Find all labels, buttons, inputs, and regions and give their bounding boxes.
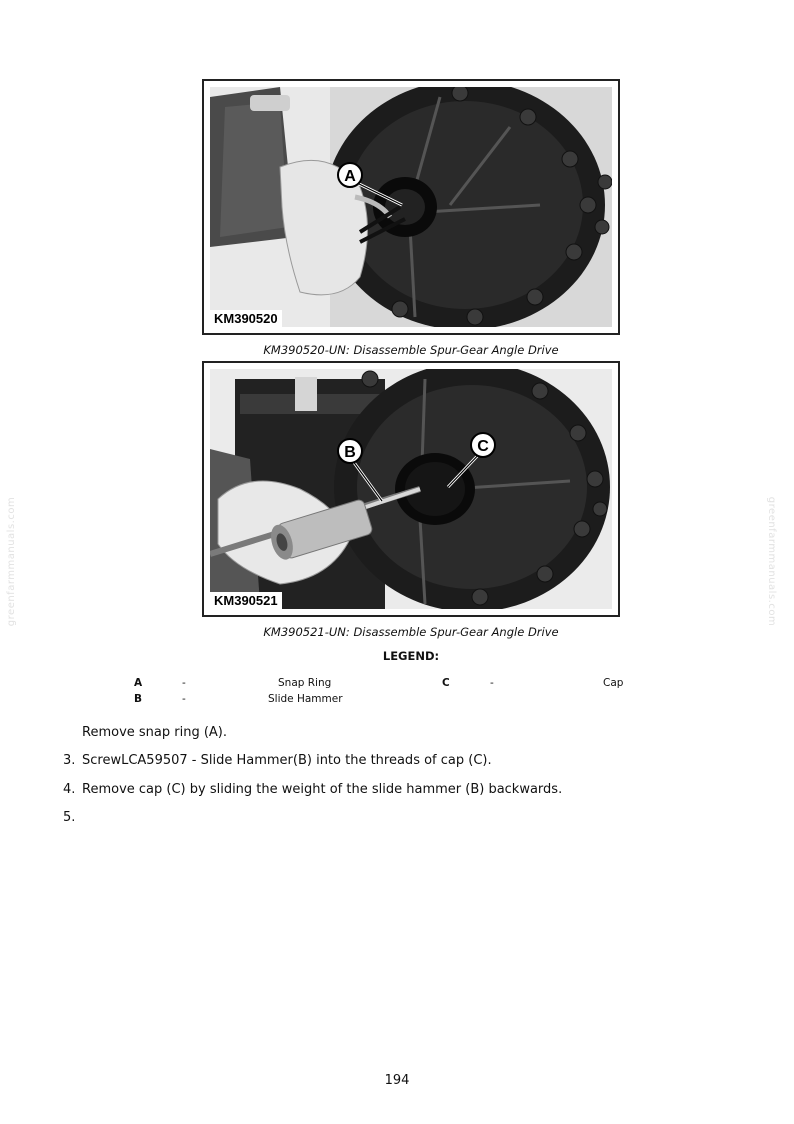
step-text: Remove snap ring (A). [82,725,227,740]
step-number: 4. [63,782,76,797]
legend-key-b: B [134,693,143,705]
legend-title: LEGEND: [382,649,440,663]
step-text: Remove cap (C) by sliding the weight of the slide hammer (B) backwards. [82,782,563,797]
legend-row-2 [0,693,794,707]
watermark-left: greenfarmmanuals.com [6,496,18,627]
legend-label-b: Slide Hammer [268,693,343,705]
figure-1-photo [210,87,612,327]
legend-dash-c: - [490,677,494,689]
callout-b-label: B [344,444,356,461]
figure-1-caption: KM390520-UN: Disassemble Spur-Gear Angle Drive [263,343,559,357]
legend-dash-a: - [182,677,186,689]
legend-label-a: Snap Ring [278,677,332,689]
step-item [63,725,763,743]
callout-a-label: A [344,168,356,185]
figure-2-id: KM390521 [210,592,282,609]
step-number: 5. [63,810,76,825]
figure-1-id: KM390520 [210,310,282,327]
figure-2 [202,361,620,617]
page-number: 194 [384,1073,410,1088]
figure-2-caption: KM390521-UN: Disassemble Spur-Gear Angle Drive [263,625,559,639]
step-item [63,782,763,800]
callout-c-label: C [477,438,489,455]
step-number: 3. [63,753,76,768]
legend-key-c: C [442,677,450,689]
figure-1 [202,79,620,335]
legend-dash-b: - [182,693,186,705]
figure-2-photo [210,369,612,609]
legend-row-1 [0,677,794,691]
step-item [63,753,763,771]
watermark-right: greenfarmmanuals.com [766,496,778,627]
legend-key-a: A [134,677,143,689]
legend-label-c: Cap [603,677,624,689]
step-item [63,810,763,828]
step-text: ScrewLCA59507 - Slide Hammer(B) into the threads of cap (C). [82,753,492,768]
